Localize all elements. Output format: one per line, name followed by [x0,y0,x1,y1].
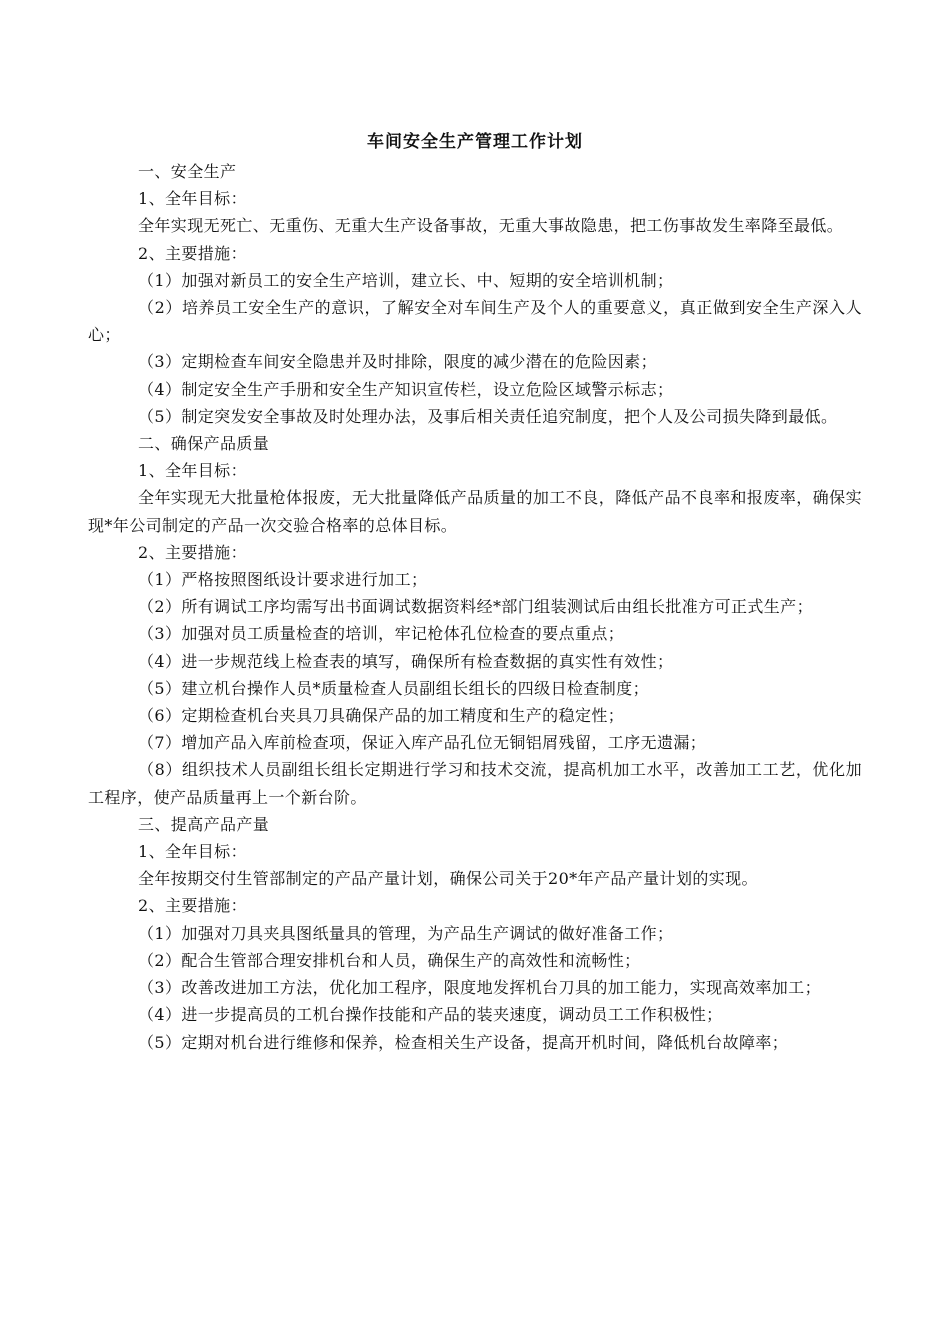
paragraph: 全年按期交付生管部制定的产品产量计划，确保公司关于20*年产品产量计划的实现。 [138,869,758,889]
paragraph: （1）严格按照图纸设计要求进行加工； [138,570,428,590]
paragraph: （4）进一步规范线上检查表的填写，确保所有检查数据的真实性有效性； [138,651,674,671]
paragraph: （2）培养员工安全生产的意识，了解安全对车间生产及个人的重要意义，真正做到安全生产深入人心； [88,298,862,345]
paragraph: （5）建立机台操作人员*质量检查人员副组长组长的四级日检查制度； [138,678,649,698]
paragraph: （3）改善改进加工方法，优化加工程序，限度地发挥机台刀具的加工能力，实现高效率加工； [138,978,821,998]
paragraph: （3）加强对员工质量检查的培训，牢记枪体孔位检查的要点重点； [138,624,625,644]
paragraph: 1、全年目标： [138,461,247,481]
paragraph: （5）制定突发安全事故及时处理办法，及事后相关责任追究制度，把个人及公司损失降到最低。 [138,406,838,426]
paragraph: （4）制定安全生产手册和安全生产知识宣传栏，设立危险区域警示标志； [138,379,674,399]
paragraph: （4）进一步提高员的工机台操作技能和产品的装夹速度，调动员工工作积极性； [138,1005,723,1025]
paragraph: 2、主要措施： [138,896,247,916]
paragraph: 二、确保产品质量 [138,434,270,454]
paragraph: 1、全年目标： [138,842,247,862]
paragraph: 三、提高产品产量 [138,814,270,834]
paragraph: （8）组织技术人员副组长组长定期进行学习和技术交流，提高机加工水平，改善加工工艺，优化加工程序，使产品质量再上一个新台阶。 [88,760,862,807]
paragraph: （5）定期对机台进行维修和保养，检查相关生产设备，提高开机时间，降低机台故障率； [138,1032,789,1052]
paragraph: （1）加强对刀具夹具图纸量具的管理，为产品生产调试的做好准备工作； [138,923,674,943]
paragraph: （2）所有调试工序均需写出书面调试数据资料经*部门组装测试后由组长批准方可正式生产； [138,597,813,617]
paragraph: 2、主要措施： [138,243,247,263]
paragraph: 一、安全生产 [138,162,237,181]
paragraph-list [88,158,862,1056]
paragraph: 全年实现无死亡、无重伤、无重大生产设备事故，无重大事故隐患，把工伤事故发生率降至最低。 [138,216,844,236]
document-body [88,128,862,1056]
paragraph: 1、全年目标： [138,189,247,209]
paragraph: （1）加强对新员工的安全生产培训，建立长、中、短期的安全培训机制； [138,270,674,290]
paragraph: （6）定期检查机台夹具刀具确保产品的加工精度和生产的稳定性； [138,706,625,726]
document-title: 车间安全生产管理工作计划 [367,132,583,152]
paragraph: 2、主要措施： [138,542,247,562]
paragraph: 全年实现无大批量枪体报废，无大批量降低产品质量的加工不良，降低产品不良率和报废率，确保实现*年公司制定的产品一次交验合格率的总体目标。 [88,488,862,535]
paragraph: （2）配合生管部合理安排机台和人员，确保生产的高效性和流畅性； [138,950,641,970]
paragraph: （7）增加产品入库前检查项，保证入库产品孔位无铜铝屑残留，工序无遗漏； [138,733,707,753]
paragraph: （3）定期检查车间安全隐患并及时排除，限度的减少潜在的危险因素； [138,352,657,372]
